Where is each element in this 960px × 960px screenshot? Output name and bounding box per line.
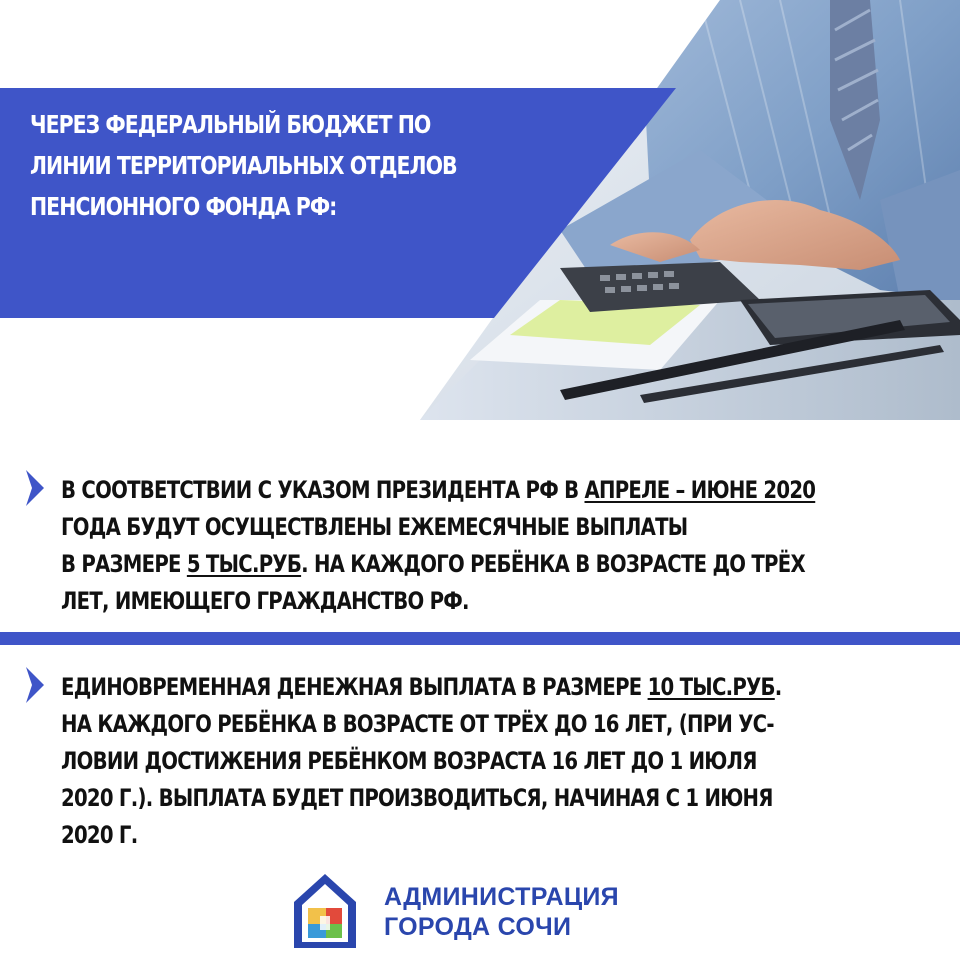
highlight-amount: 5 ТЫС.РУБ — [186, 550, 302, 578]
text-line: ЛЕТ, ИМЕЮЩЕГО ГРАЖДАНСТВО РФ. — [61, 587, 469, 615]
highlight-period: АПРЕЛЕ – ИЮНЕ 2020 — [584, 476, 816, 504]
org-line: ГОРОДА СОЧИ — [384, 913, 572, 941]
org-line: АДМИНИСТРАЦИЯ — [384, 883, 619, 911]
sochi-house-logo-icon — [292, 872, 358, 950]
text-segment: . — [774, 673, 782, 701]
highlight-amount: 10 ТЫС.РУБ — [647, 673, 775, 701]
banner-title — [30, 104, 563, 227]
text-line: НА КАЖДОГО РЕБЁНКА В ВОЗРАСТЕ ОТ ТРЁХ ДО 16 ЛЕТ, (ПРИ УС- — [61, 710, 774, 738]
info-paragraph — [61, 472, 922, 620]
text-segment: В СООТВЕТСТВИИ С УКАЗОМ ПРЕЗИДЕНТА РФ В — [61, 476, 585, 504]
text-line: 2020 Г. — [61, 821, 138, 849]
organization-name — [384, 882, 619, 942]
triangle-marker-icon — [22, 665, 48, 705]
info-paragraph — [61, 669, 922, 854]
text-line: 2020 Г.). ВЫПЛАТА БУДЕТ ПРОИЗВОДИТЬСЯ, НАЧИНАЯ С 1 ИЮНЯ — [61, 784, 773, 812]
text-line: ГОДА БУДУТ ОСУЩЕСТВЛЕНЫ ЕЖЕМЕСЯЧНЫЕ ВЫПЛАТЫ — [61, 513, 688, 541]
text-segment: ЕДИНОВРЕМЕННАЯ ДЕНЕЖНАЯ ВЫПЛАТА В РАЗМЕРЕ — [61, 673, 648, 701]
text-segment: В РАЗМЕРЕ — [61, 550, 187, 578]
triangle-marker-icon — [22, 468, 48, 508]
banner-line: ПЕНСИОННОГО ФОНДА РФ: — [30, 192, 337, 221]
text-segment: . НА КАЖДОГО РЕБЁНКА В ВОЗРАСТЕ ДО ТРЁХ — [301, 550, 805, 578]
banner-line: ЛИНИИ ТЕРРИТОРИАЛЬНЫХ ОТДЕЛОВ — [30, 151, 457, 180]
banner-line: ЧЕРЕЗ ФЕДЕРАЛЬНЫЙ БЮДЖЕТ ПО — [30, 110, 431, 139]
text-line: ЛОВИИ ДОСТИЖЕНИЯ РЕБЁНКОМ ВОЗРАСТА 16 ЛЕТ ДО 1 ИЮЛЯ — [61, 747, 757, 775]
section-divider — [0, 632, 960, 645]
